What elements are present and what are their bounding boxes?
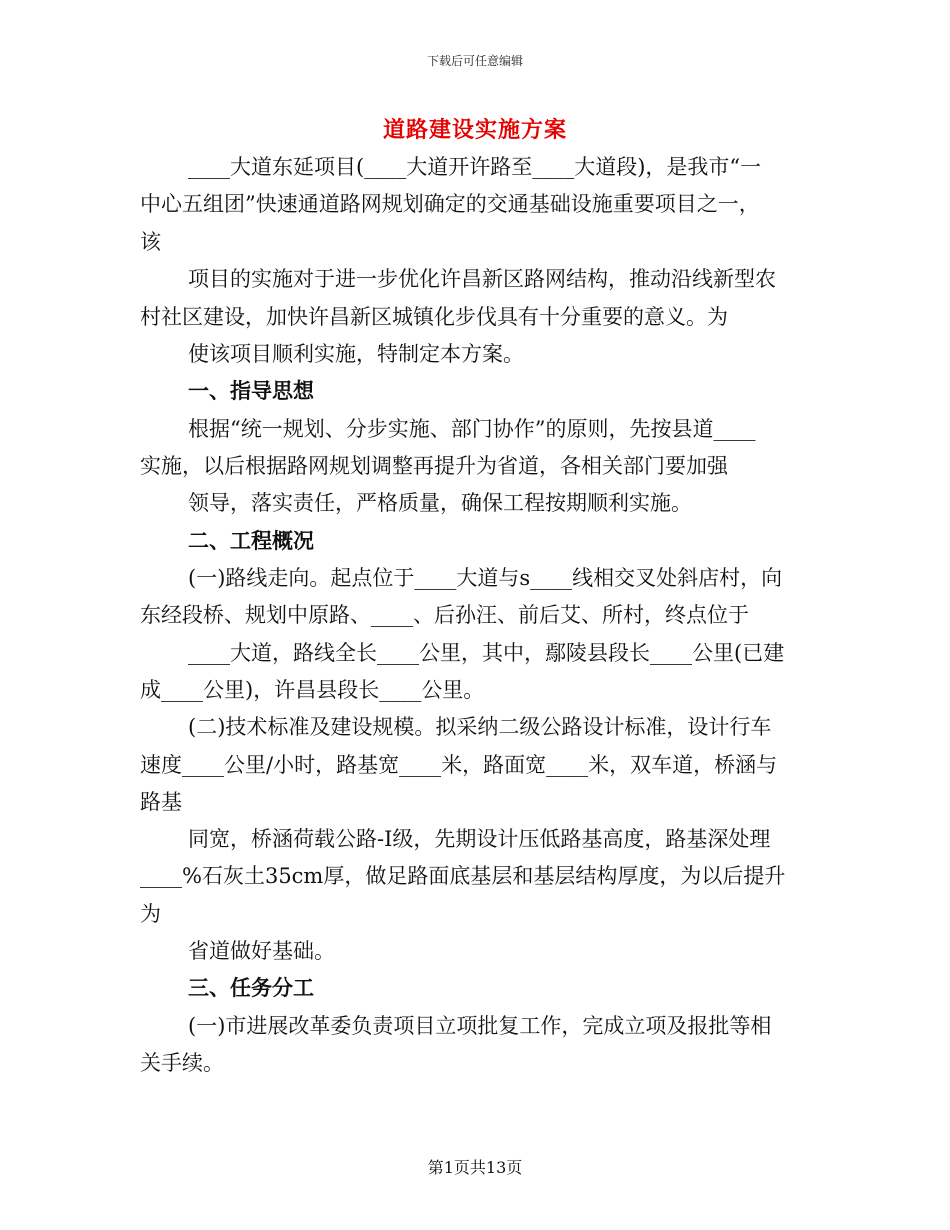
body-line: 同宽，桥涵荷载公路-Ⅰ级，先期设计压低路基高度，路基深处理 <box>188 827 771 851</box>
body-line: 东经段桥、规划中原路、____、后孙汪、前后艾、所村，终点位于 <box>140 603 749 627</box>
body-line: 使该项目顺利实施，特制定本方案。 <box>188 342 524 366</box>
body-line: 根据“统一规划、分步实施、部门协作”的原则，先按县道____ <box>188 417 756 441</box>
section-heading: 一、指导思想 <box>188 379 314 403</box>
body-line: (一)市进展改革委负责项目立项批复工作，完成立项及报批等相 <box>188 1014 772 1038</box>
section-heading: 二、工程概况 <box>188 529 314 553</box>
header-note: 下载后可任意编辑 <box>426 54 523 68</box>
body-line: 中心五组团”快速通道路网规划确定的交通基础设施重要项目之一， <box>140 192 760 216</box>
section-heading: 三、任务分工 <box>188 976 314 1000</box>
body-line: 速度____公里/小时，路基宽____米，路面宽____米，双车道，桥涵与 <box>140 753 778 777</box>
body-line: ____大道东延项目(____大道开许路至____大道段)，是我市“一 <box>188 155 762 179</box>
body-line: 关手续。 <box>140 1051 224 1075</box>
body-line: 该 <box>140 230 161 254</box>
body-line: 路基 <box>140 790 182 814</box>
body-line: 省道做好基础。 <box>188 939 335 963</box>
body-line: ____大道，路线全长____公里，其中，鄢陵县段长____公里(已建 <box>188 641 785 665</box>
document-title: 道路建设实施方案 <box>382 118 567 143</box>
body-line: 成____公里)，许昌县段长____公里。 <box>140 678 485 702</box>
body-line: (一)路线走向。起点位于____大道与s____线相交叉处斜店村，向 <box>188 566 783 590</box>
page-number: 第1页共13页 <box>427 1158 523 1177</box>
body-line: 领导，落实责任，严格质量，确保工程按期顺利实施。 <box>188 491 692 515</box>
body-line: 村社区建设，加快许昌新区城镇化步伐具有十分重要的意义。为 <box>140 305 728 329</box>
body-line: 为 <box>140 902 161 926</box>
body-line: 实施，以后根据路网规划调整再提升为省道，各相关部门要加强 <box>140 454 728 478</box>
body-line: ____%石灰土35cm厚，做足路面底基层和基层结构厚度，为以后提升 <box>140 864 786 888</box>
body-line: (二)技术标准及建设规模。拟采纳二级公路设计标准，设计行车 <box>188 715 772 739</box>
body-line: 项目的实施对于进一步优化许昌新区路网结构，推动沿线新型农 <box>188 267 776 291</box>
